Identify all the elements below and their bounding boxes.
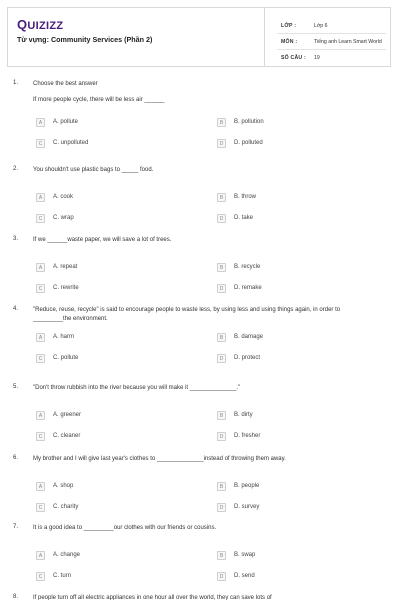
- meta-value: 19: [314, 55, 320, 61]
- option-letter-box: B: [217, 193, 226, 202]
- question-text: You shouldn't use plastic bags to _____ food.: [33, 167, 154, 173]
- option-label: C. charity: [53, 504, 79, 510]
- option-letter-box: C: [36, 284, 45, 293]
- option-letter-box: A: [36, 118, 45, 127]
- option-letter-box: C: [36, 503, 45, 512]
- question-number: 6.: [13, 455, 19, 461]
- question-text: If we ______waste paper, we will save a lot of trees.: [33, 237, 172, 243]
- option-letter-box: D: [217, 503, 226, 512]
- option-label: B. swap: [234, 552, 256, 558]
- meta-key: MÔN :: [281, 39, 298, 45]
- option-label: A. shop: [53, 483, 74, 489]
- question-text: "Reduce, reuse, recycle" is said to encourage people to waste less, by using less and using things again, in order to _________the environment.: [33, 307, 341, 322]
- option-label: D. take: [234, 215, 254, 221]
- worksheet-title: Từ vựng: Community Services (Phần 2): [17, 35, 153, 44]
- option-label: C. pollute: [53, 355, 79, 361]
- option-label: A. pollute: [53, 119, 79, 125]
- option-label: A. greener: [53, 412, 82, 418]
- option-letter-box: D: [217, 572, 226, 581]
- option-letter-box: A: [36, 263, 45, 272]
- meta-row-subject: [265, 30, 392, 45]
- option-label: C. wrap: [53, 215, 74, 221]
- meta-key: LỚP :: [281, 23, 297, 29]
- meta-key: SỐ CÂU :: [281, 55, 306, 61]
- question-text: "Don't throw rubbish into the river because you will make it ______________.": [33, 385, 241, 391]
- option-label: B. pollution: [234, 119, 264, 125]
- option-letter-box: C: [36, 214, 45, 223]
- meta-panel: [264, 8, 392, 66]
- meta-row-grade: [265, 14, 392, 29]
- option-letter-box: B: [217, 263, 226, 272]
- option-letter-box: C: [36, 354, 45, 363]
- option-label: A. harm: [53, 334, 75, 340]
- option-letter-box: B: [217, 333, 226, 342]
- option-letter-box: A: [36, 411, 45, 420]
- option-label: D. remake: [234, 285, 262, 291]
- option-label: B. recycle: [234, 264, 261, 270]
- question-number: 3.: [13, 236, 19, 242]
- option-label: D. polluted: [234, 140, 263, 146]
- option-label: D. protect: [234, 355, 261, 361]
- option-letter-box: A: [36, 551, 45, 560]
- option-label: D. survey: [234, 504, 260, 510]
- option-label: C. cleaner: [53, 433, 81, 439]
- option-label: D. fresher: [234, 433, 261, 439]
- option-letter-box: B: [217, 118, 226, 127]
- option-label: B. damage: [234, 334, 264, 340]
- option-letter-box: A: [36, 482, 45, 491]
- option-label: A. cook: [53, 194, 74, 200]
- option-letter-box: A: [36, 333, 45, 342]
- question-number: 2.: [13, 166, 19, 172]
- option-letter-box: D: [217, 139, 226, 148]
- option-letter-box: C: [36, 139, 45, 148]
- meta-row-count: [265, 46, 392, 61]
- meta-value: Lớp 6: [314, 23, 328, 29]
- option-letter-box: C: [36, 432, 45, 441]
- option-label: C. rewrite: [53, 285, 79, 291]
- option-label: B. dirty: [234, 412, 253, 418]
- quizizz-logo: QUIZIZZ: [17, 17, 64, 32]
- option-label: A. repeat: [53, 264, 78, 270]
- option-letter-box: B: [217, 482, 226, 491]
- option-letter-box: A: [36, 193, 45, 202]
- option-label: C. unpolluted: [53, 140, 89, 146]
- option-letter-box: D: [217, 354, 226, 363]
- option-letter-box: B: [217, 551, 226, 560]
- question-number: 4.: [13, 306, 19, 312]
- option-label: C. turn: [53, 573, 72, 579]
- option-label: D. send: [234, 573, 255, 579]
- question-prompt: If more people cycle, there will be less air ______: [33, 97, 165, 103]
- worksheet-header: [7, 7, 391, 67]
- question-number: 8.: [13, 594, 19, 600]
- option-letter-box: D: [217, 214, 226, 223]
- question-text: It is a good idea to _________our clothes with our friends or cousins.: [33, 525, 217, 531]
- option-label: A. change: [53, 552, 81, 558]
- option-letter-box: B: [217, 411, 226, 420]
- option-letter-box: D: [217, 432, 226, 441]
- option-label: B. people: [234, 483, 260, 489]
- option-letter-box: C: [36, 572, 45, 581]
- option-label: B. throw: [234, 194, 257, 200]
- option-letter-box: D: [217, 284, 226, 293]
- question-number: 5.: [13, 384, 19, 390]
- question-text: My brother and I will give last year's clothes to ______________instead of throwing them away.: [33, 456, 286, 462]
- meta-value: Tiếng anh Learn Smart World: [314, 39, 382, 45]
- question-text: If people turn off all electric appliances in one hour all over the world, they can save lots of: [33, 595, 272, 600]
- question-text: Choose the best answer: [33, 81, 98, 87]
- question-number: 7.: [13, 524, 19, 530]
- question-number: 1.: [13, 80, 19, 86]
